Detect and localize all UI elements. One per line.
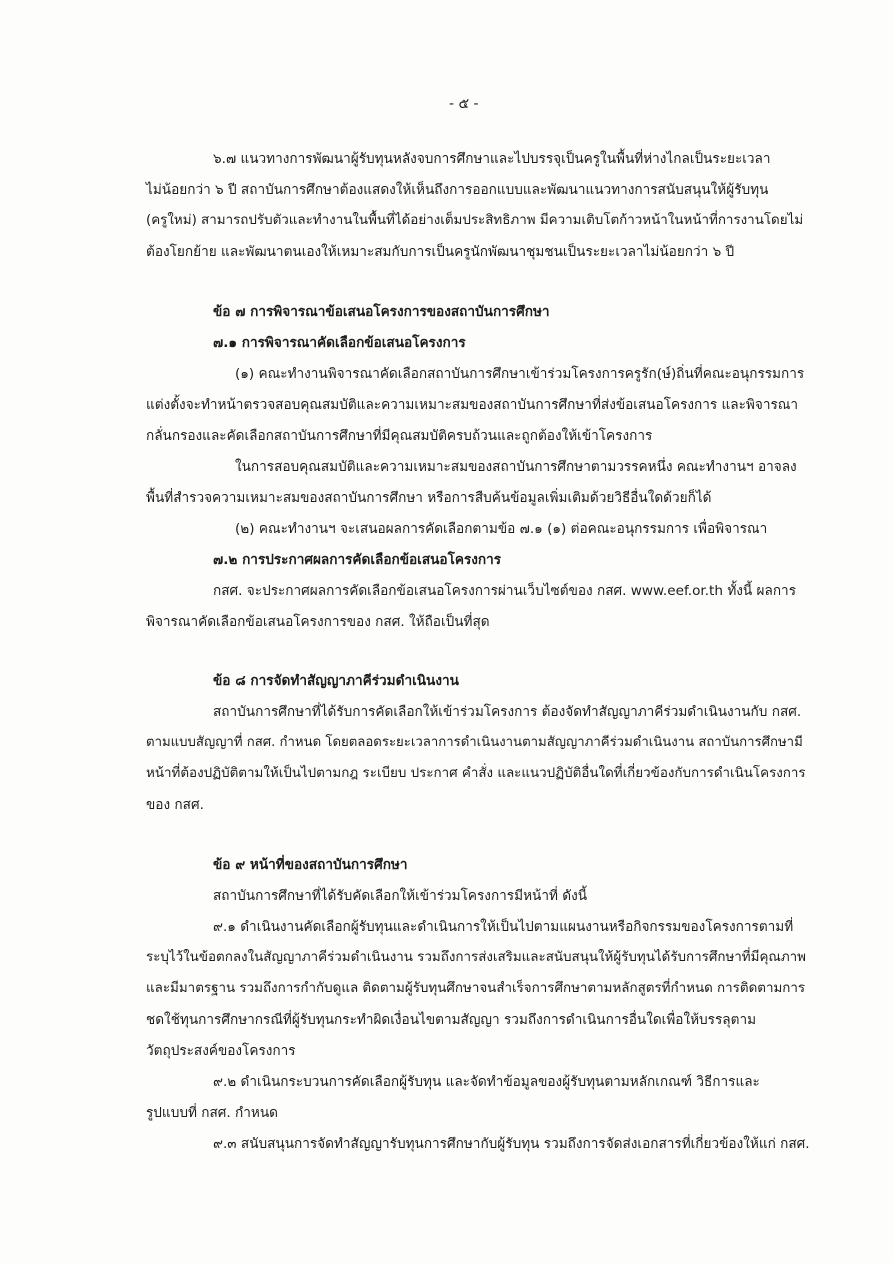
paragraph-line: (ครูใหม่) สามารถปรับตัวและทำงานในพื้นที่ได้อย่างเต็มประสิทธิภาพ มีความเติบโตก้าวหน้าในหน้าที่การงานโดยไม่ — [146, 213, 804, 228]
paragraph-line: ระบุไว้ในข้อตกลงในสัญญาภาคีร่วมดำเนินงาน รวมถึงการส่งเสริมและสนับสนุนให้ผู้รับทุนได้รับการศึกษาที่มีคุณภาพ — [146, 950, 806, 965]
paragraph-line: หน้าที่ต้องปฏิบัติตามให้เป็นไปตามกฎ ระเบียบ ประกาศ คำสั่ง และแนวปฏิบัติอื่นใดที่เกี่ยวข้องกับการดำเนินโครงการ — [146, 766, 806, 781]
section-heading: ข้อ ๗ การพิจารณาข้อเสนอโครงการของสถาบันการศึกษา — [213, 304, 550, 320]
subsection-heading: ๗.๒ การประกาศผลการคัดเลือกข้อเสนอโครงการ — [213, 552, 502, 568]
paragraph-line: กสศ. จะประกาศผลการคัดเลือกข้อเสนอโครงการผ่านเว็บไซต์ของ กสศ. www.eef.or.th ทั้งนี้ ผลการ — [213, 583, 796, 599]
page-number: - ๕ - — [449, 96, 479, 112]
paragraph-line: ตามแบบสัญญาที่ กสศ. กำหนด โดยตลอดระยะเวลาการดำเนินงานตามสัญญาภาคีร่วมดำเนินงาน สถาบันการศึกษามี — [146, 735, 803, 750]
paragraph-line: ไม่น้อยกว่า ๖ ปี สถาบันการศึกษาต้องแสดงให้เห็นถึงการออกแบบและพัฒนาแนวทางการสนับสนุนให้ผู้รับทุน — [146, 182, 769, 198]
paragraph-line: วัตถุประสงค์ของโครงการ — [146, 1043, 296, 1059]
paragraph-line: ในการสอบคุณสมบัติและความเหมาะสมของสถาบันการศึกษาตามวรรคหนึ่ง คณะทำงานฯ อาจลง — [235, 459, 797, 475]
paragraph-line: สถาบันการศึกษาที่ได้รับคัดเลือกให้เข้าร่วมโครงการมีหน้าที่ ดังนี้ — [213, 888, 588, 904]
paragraph-line: ๙.๒ ดำเนินกระบวนการคัดเลือกผู้รับทุน และจัดทำข้อมูลของผู้รับทุนตามหลักเกณฑ์ วิธีการและ — [213, 1074, 760, 1090]
section-heading: ข้อ ๙ หน้าที่ของสถาบันการศึกษา — [213, 857, 408, 873]
paragraph-line: และมีมาตรฐาน รวมถึงการกำกับดูแล ติดตามผู้รับทุนศึกษาจนสำเร็จการศึกษาตามหลักสูตรที่กำหนด การติดตามการ — [146, 981, 806, 996]
paragraph-line: ต้องโยกย้าย และพัฒนาตนเองให้เหมาะสมกับการเป็นครูนักพัฒนาชุมชนเป็นระยะเวลาไม่น้อยกว่า ๖ ปี — [146, 244, 735, 260]
paragraph-line: กลั่นกรองและคัดเลือกสถาบันการศึกษาที่มีคุณสมบัติครบถ้วนและถูกต้องให้เข้าโครงการ — [146, 428, 653, 444]
paragraph-line: ๙.๑ ดำเนินงานคัดเลือกผู้รับทุนและดำเนินการให้เป็นไปตามแผนงานหรือกิจกรรมของโครงการตามที่ — [213, 919, 794, 935]
paragraph-line: รูปแบบที่ กสศ. กำหนด — [146, 1105, 278, 1121]
paragraph-line: (๒) คณะทำงานฯ จะเสนอผลการคัดเลือกตามข้อ ๗.๑ (๑) ต่อคณะอนุกรรมการ เพื่อพิจารณา — [235, 521, 768, 537]
paragraph-line: แต่งตั้งจะทำหน้าตรวจสอบคุณสมบัติและความเหมาะสมของสถาบันการศึกษาที่ส่งข้อเสนอโครงการ และพิจารณา — [146, 397, 799, 413]
paragraph-line: พิจารณาคัดเลือกข้อเสนอโครงการของ กสศ. ให้ถือเป็นที่สุด — [146, 614, 490, 630]
paragraph-line: (๑) คณะทำงานพิจารณาคัดเลือกสถาบันการศึกษาเข้าร่วมโครงการครูรัก(ษ์)ถิ่นที่คณะอนุกรรมการ — [235, 366, 805, 382]
subsection-heading: ๗.๑ การพิจารณาคัดเลือกข้อเสนอโครงการ — [213, 335, 466, 351]
paragraph-line: สถาบันการศึกษาที่ได้รับการคัดเลือกให้เข้าร่วมโครงการ ต้องจัดทำสัญญาภาคีร่วมดำเนินงานกับ กสศ. — [213, 704, 802, 720]
paragraph-line: ๖.๗ แนวทางการพัฒนาผู้รับทุนหลังจบการศึกษาและไปบรรจุเป็นครูในพื้นที่ห่างไกลเป็นระยะเวลา — [213, 151, 771, 167]
section-heading: ข้อ ๘ การจัดทำสัญญาภาคีร่วมดำเนินงาน — [213, 673, 459, 689]
paragraph-line: ชดใช้ทุนการศึกษากรณีที่ผู้รับทุนกระทำผิดเงื่อนไขตามสัญญา รวมถึงการดำเนินการอื่นใดเพื่อให้บรรลุตาม — [146, 1012, 757, 1028]
paragraph-line: ๙.๓ สนับสนุนการจัดทำสัญญารับทุนการศึกษากับผู้รับทุน รวมถึงการจัดส่งเอกสารที่เกี่ยวข้องให้แก่ กสศ. — [213, 1136, 810, 1152]
paragraph-line: ของ กสศ. — [146, 797, 204, 813]
paragraph-line: พื้นที่สำรวจความเหมาะสมของสถาบันการศึกษา หรือการสืบค้นข้อมูลเพิ่มเติมด้วยวิธีอื่นใดด้วยก็ได้ — [146, 490, 712, 506]
